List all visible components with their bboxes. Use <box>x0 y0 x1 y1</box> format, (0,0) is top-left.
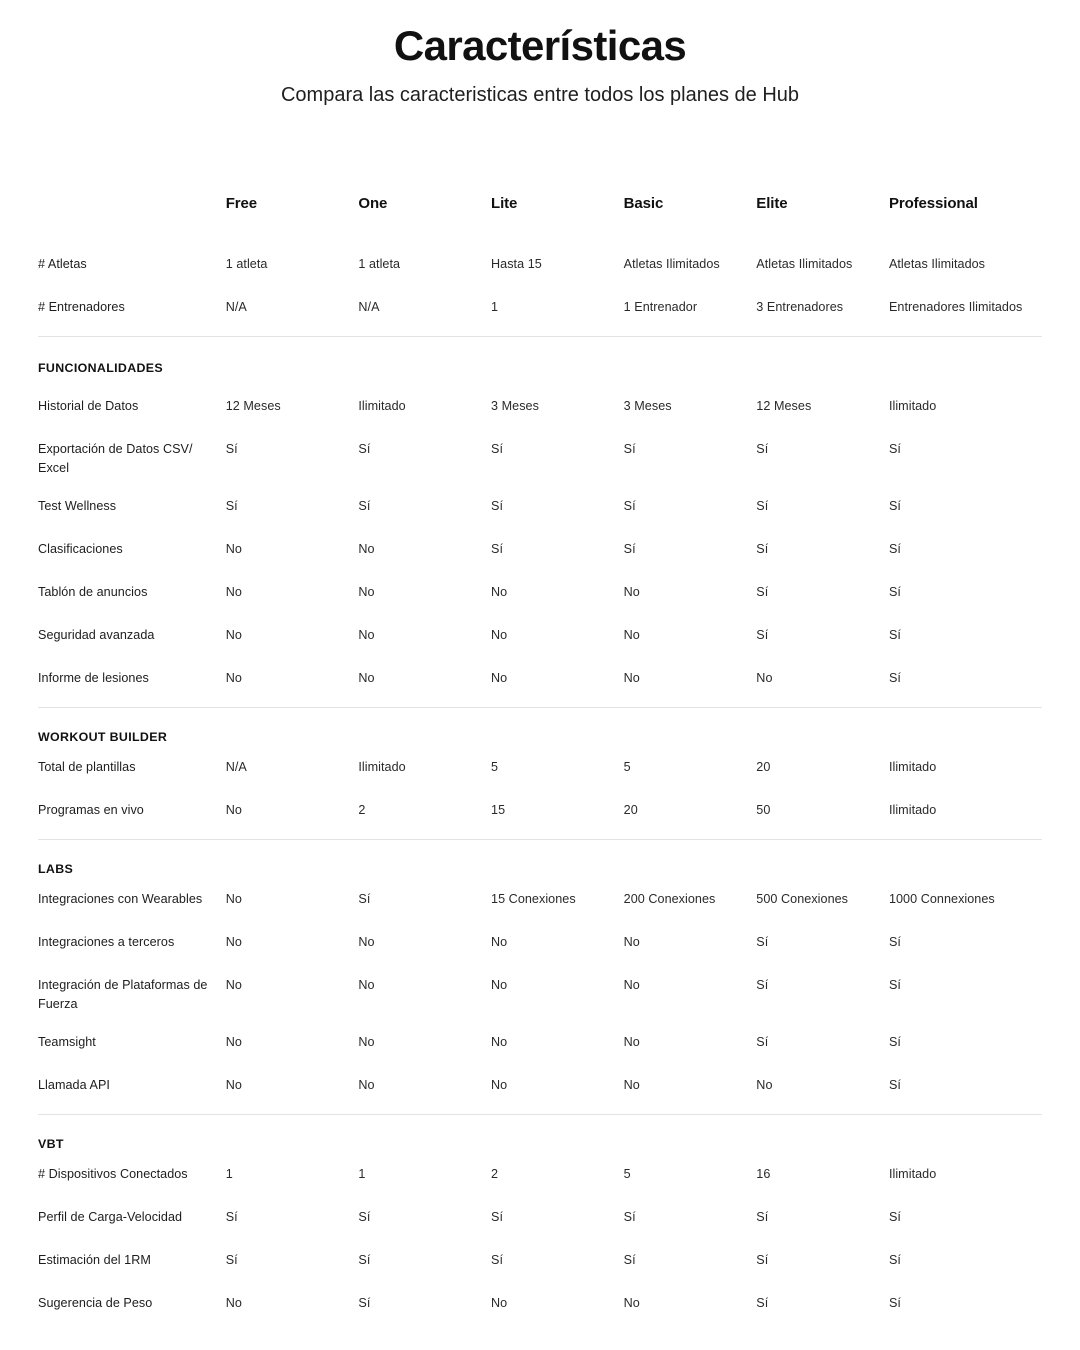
cell-free: 1 <box>225 1167 233 1182</box>
cell-professional: Ilimitado <box>888 803 937 818</box>
column-header-free: Free <box>225 194 258 212</box>
cell-professional: Entrenadores Ilimitados <box>888 300 1023 315</box>
cell-free: 12 Meses <box>225 399 281 414</box>
cell-professional: Sí <box>888 442 901 457</box>
row-label: Estimación del 1RM <box>38 1253 151 1268</box>
cell-free: No <box>225 892 242 907</box>
cell-free: No <box>225 1078 242 1093</box>
cell-elite: No <box>756 671 773 686</box>
section-heading-cell <box>38 840 1042 885</box>
cell-free: No <box>225 1035 242 1050</box>
cell-free: 1 atleta <box>225 257 268 272</box>
cell-professional: Atletas Ilimitados <box>888 257 986 272</box>
row-label: # Dispositivos Conectados <box>38 1167 188 1182</box>
table-row <box>38 621 1042 664</box>
table-row <box>38 1071 1042 1114</box>
table-row <box>38 664 1042 707</box>
cell-lite: No <box>491 978 508 993</box>
column-header-professional: Professional <box>888 194 978 212</box>
cell-lite: Sí <box>491 442 504 457</box>
table-row <box>38 885 1042 928</box>
cell-free: No <box>225 628 242 643</box>
cell-basic: No <box>623 1296 640 1311</box>
row-label: Integración de Plataformas de Fuerza <box>38 978 208 1011</box>
row-label: Perfil de Carga-Velocidad <box>38 1210 183 1225</box>
cell-professional: Sí <box>888 1296 901 1311</box>
table-row <box>38 250 1042 293</box>
table-row <box>38 1246 1042 1289</box>
row-label: Informe de lesiones <box>38 671 149 686</box>
cell-elite: Sí <box>756 499 769 514</box>
cell-elite: Sí <box>756 1210 769 1225</box>
row-label: Tablón de anuncios <box>38 585 148 600</box>
row-label: Total de plantillas <box>38 760 136 775</box>
cell-professional: Sí <box>888 1253 901 1268</box>
cell-professional: Sí <box>888 671 901 686</box>
table-head <box>38 180 1042 226</box>
cell-one: No <box>358 628 375 643</box>
cell-lite: No <box>491 671 508 686</box>
cell-professional: Sí <box>888 1035 901 1050</box>
plan-comparison-table <box>38 180 1042 1332</box>
cell-professional: Ilimitado <box>888 399 937 414</box>
cell-one: No <box>358 1035 375 1050</box>
section-title-vbt: VBT <box>38 1137 64 1152</box>
cell-lite: No <box>491 1296 508 1311</box>
section-title-labs: LABS <box>38 862 74 877</box>
cell-professional: Sí <box>888 542 901 557</box>
table-row <box>38 435 1042 492</box>
cell-basic: 20 <box>623 803 638 818</box>
cell-professional: Ilimitado <box>888 760 937 775</box>
cell-one: No <box>358 935 375 950</box>
cell-one: Sí <box>358 442 371 457</box>
section-title-funcionalidades: FUNCIONALIDADES <box>38 361 164 376</box>
cell-professional: Sí <box>888 628 901 643</box>
cell-free: No <box>225 935 242 950</box>
cell-professional: Ilimitado <box>888 1167 937 1182</box>
cell-elite: Sí <box>756 1035 769 1050</box>
cell-one: Ilimitado <box>358 399 406 414</box>
cell-one: 2 <box>358 803 366 818</box>
cell-elite: No <box>756 1078 773 1093</box>
column-header-lite: Lite <box>491 194 518 212</box>
cell-elite: Sí <box>756 1296 769 1311</box>
cell-one: Sí <box>358 892 371 907</box>
cell-lite: Sí <box>491 1210 504 1225</box>
page-subtitle: Compara las caracteristicas entre todos los planes de Hub <box>280 84 800 107</box>
row-label: Programas en vivo <box>38 803 144 818</box>
table-row <box>38 578 1042 621</box>
cell-professional: Sí <box>888 935 901 950</box>
cell-elite: Sí <box>756 1253 769 1268</box>
cell-professional: Sí <box>888 1210 901 1225</box>
cell-lite: 2 <box>491 1167 499 1182</box>
table-body <box>38 226 1042 1332</box>
cell-elite: 500 Conexiones <box>756 892 849 907</box>
cell-elite: Sí <box>756 442 769 457</box>
cell-one: 1 atleta <box>358 257 401 272</box>
cell-one: No <box>358 585 375 600</box>
section-heading-row <box>38 840 1042 885</box>
cell-basic: Sí <box>623 1210 636 1225</box>
table-row <box>38 753 1042 796</box>
cell-free: No <box>225 585 242 600</box>
cell-free: Sí <box>225 1253 238 1268</box>
row-label: Clasificaciones <box>38 542 123 557</box>
row-label: Integraciones a terceros <box>38 935 175 950</box>
cell-elite: Sí <box>756 542 769 557</box>
cell-one: No <box>358 1078 375 1093</box>
section-heading-cell <box>38 1115 1042 1160</box>
cell-one: Sí <box>358 1253 371 1268</box>
cell-free: N/A <box>225 760 247 775</box>
row-label: Seguridad avanzada <box>38 628 155 643</box>
cell-basic: No <box>623 585 640 600</box>
header-spacer-cell <box>38 226 1042 250</box>
cell-basic: No <box>623 1035 640 1050</box>
cell-basic: No <box>623 978 640 993</box>
cell-elite: 12 Meses <box>756 399 812 414</box>
table-row <box>38 928 1042 971</box>
cell-lite: 15 <box>491 803 506 818</box>
cell-free: No <box>225 1296 242 1311</box>
section-title-workout-builder: WORKOUT BUILDER <box>38 730 168 745</box>
cell-free: Sí <box>225 499 238 514</box>
cell-free: No <box>225 671 242 686</box>
cell-professional: Sí <box>888 1078 901 1093</box>
cell-elite: Sí <box>756 978 769 993</box>
cell-basic: No <box>623 628 640 643</box>
cell-one: N/A <box>358 300 380 315</box>
cell-one: No <box>358 671 375 686</box>
cell-free: Sí <box>225 442 238 457</box>
cell-basic: Sí <box>623 442 636 457</box>
cell-professional: 1000 Connexiones <box>888 892 995 907</box>
row-label: Historial de Datos <box>38 399 139 414</box>
cell-free: N/A <box>225 300 247 315</box>
cell-basic: 5 <box>623 760 631 775</box>
header-spacer <box>38 226 1042 250</box>
cell-elite: 3 Entrenadores <box>756 300 844 315</box>
row-label: Sugerencia de Peso <box>38 1296 153 1311</box>
cell-elite: 50 <box>756 803 771 818</box>
plan-header-row <box>38 180 1042 226</box>
cell-basic: 5 <box>623 1167 631 1182</box>
cell-elite: Sí <box>756 935 769 950</box>
table-row <box>38 392 1042 435</box>
column-header-label <box>38 180 226 226</box>
cell-basic: 200 Conexiones <box>623 892 716 907</box>
cell-one: No <box>358 978 375 993</box>
row-label: Llamada API <box>38 1078 110 1093</box>
cell-elite: 20 <box>756 760 771 775</box>
cell-basic: 3 Meses <box>623 399 672 414</box>
cell-basic: Sí <box>623 1253 636 1268</box>
cell-basic: Atletas Ilimitados <box>623 257 720 272</box>
cell-elite: Sí <box>756 585 769 600</box>
row-label: Integraciones con Wearables <box>38 892 203 907</box>
cell-lite: No <box>491 935 508 950</box>
cell-free: No <box>225 803 242 818</box>
cell-one: No <box>358 542 375 557</box>
table-row <box>38 535 1042 578</box>
column-header-basic: Basic <box>623 194 664 212</box>
table-row <box>38 971 1042 1028</box>
cell-lite: No <box>491 628 508 643</box>
table-row <box>38 293 1042 336</box>
section-heading-cell <box>38 337 1042 392</box>
cell-basic: No <box>623 671 640 686</box>
cell-lite: 1 <box>491 300 499 315</box>
column-header-one: One <box>358 194 388 212</box>
table-row <box>38 492 1042 535</box>
cell-lite: Sí <box>491 1253 504 1268</box>
cell-one: Sí <box>358 499 371 514</box>
cell-elite: Sí <box>756 628 769 643</box>
cell-free: No <box>225 542 242 557</box>
cell-professional: Sí <box>888 585 901 600</box>
row-label: Teamsight <box>38 1035 96 1050</box>
cell-lite: Sí <box>491 499 504 514</box>
cell-lite: No <box>491 1035 508 1050</box>
cell-free: No <box>225 978 242 993</box>
cell-basic: Sí <box>623 499 636 514</box>
section-heading-row <box>38 337 1042 392</box>
cell-basic: 1 Entrenador <box>623 300 698 315</box>
column-header-elite: Elite <box>756 194 788 212</box>
cell-lite: No <box>491 585 508 600</box>
table-row <box>38 1203 1042 1246</box>
table-row <box>38 796 1042 839</box>
cell-lite: 15 Conexiones <box>491 892 576 907</box>
cell-one: Sí <box>358 1296 371 1311</box>
cell-professional: Sí <box>888 499 901 514</box>
row-label: # Atletas <box>38 257 87 272</box>
cell-lite: Sí <box>491 542 504 557</box>
cell-free: Sí <box>225 1210 238 1225</box>
page-header <box>0 0 1080 108</box>
cell-basic: No <box>623 935 640 950</box>
page-title: Características <box>393 22 687 69</box>
row-label: Exportación de Datos CSV/ Excel <box>38 442 193 475</box>
table-row <box>38 1160 1042 1203</box>
table-row <box>38 1028 1042 1071</box>
cell-one: Sí <box>358 1210 371 1225</box>
cell-basic: Sí <box>623 542 636 557</box>
cell-elite: Atletas Ilimitados <box>756 257 853 272</box>
cell-lite: Hasta 15 <box>491 257 542 272</box>
table-row <box>38 1289 1042 1332</box>
cell-basic: No <box>623 1078 640 1093</box>
section-heading-cell <box>38 708 1042 753</box>
cell-professional: Sí <box>888 978 901 993</box>
cell-one: Ilimitado <box>358 760 406 775</box>
cell-lite: 3 Meses <box>491 399 539 414</box>
row-label: Test Wellness <box>38 499 117 514</box>
section-heading-row <box>38 708 1042 753</box>
cell-lite: No <box>491 1078 508 1093</box>
comparison-table-wrapper <box>38 108 1042 1332</box>
row-label: # Entrenadores <box>38 300 125 315</box>
cell-elite: 16 <box>756 1167 771 1182</box>
cell-lite: 5 <box>491 760 499 775</box>
section-heading-row <box>38 1115 1042 1160</box>
cell-one: 1 <box>358 1167 366 1182</box>
